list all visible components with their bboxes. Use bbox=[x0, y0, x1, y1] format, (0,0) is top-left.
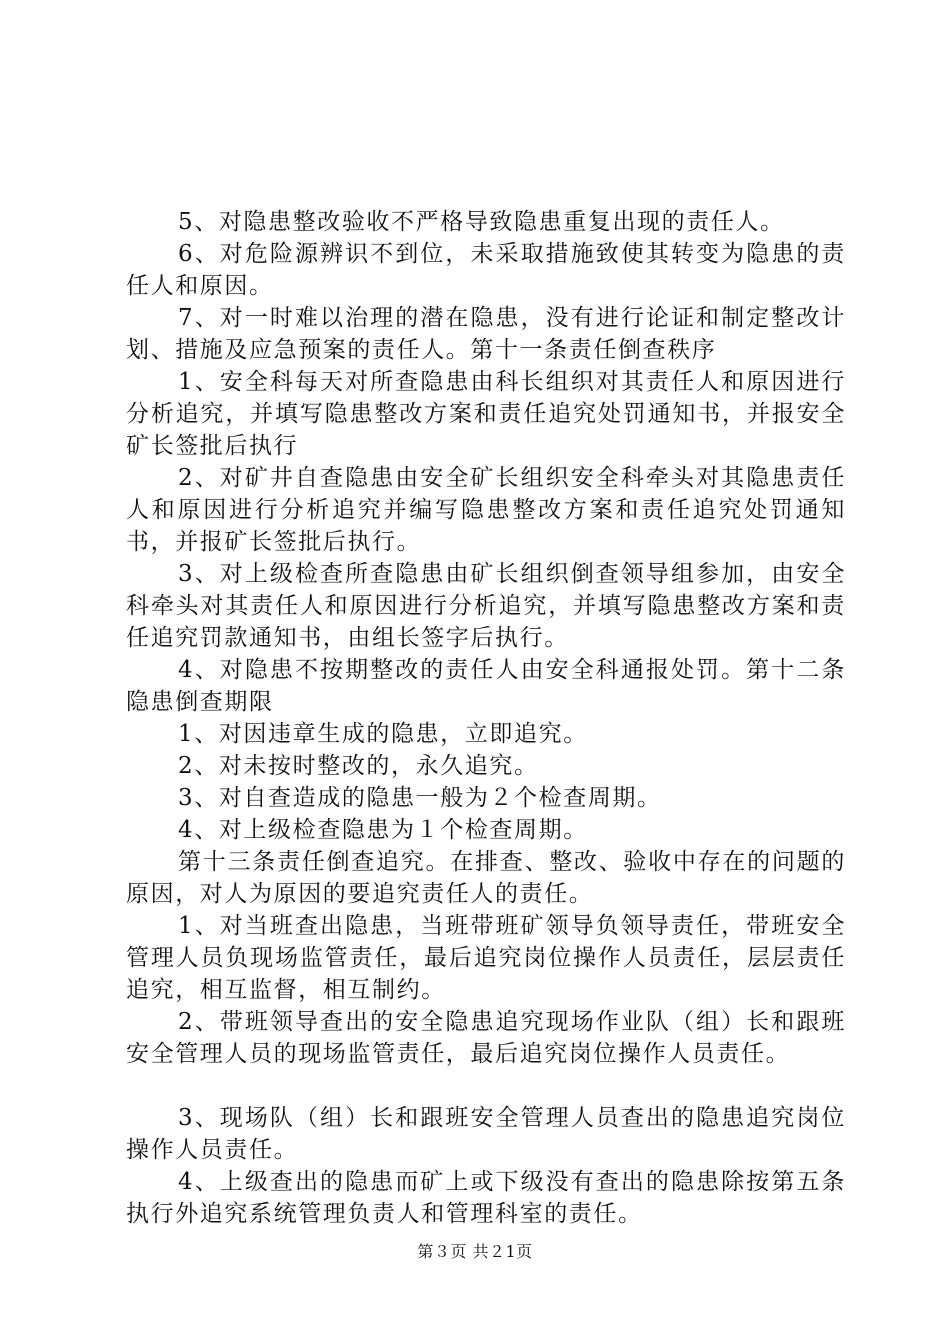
paragraph-accountability-1: 1、对当班查出隐患，当班带班矿领导负领导责任，带班安全管理人员负现场监管责任，最后追究岗位操作人员责任，层层责任追究，相互监督，相互制约。 bbox=[126, 913, 846, 1003]
paragraph-article-13: 第十三条责任倒查追究。在排查、整改、验收中存在的问题的原因，对人为原因的要追究责任人的责任。 bbox=[126, 849, 846, 907]
paragraph-order-3: 3、对上级检查所查隐患由矿长组织倒查领导组参加，由安全科牵头对其责任人和原因进行分析追究，并填写隐患整改方案和责任追究罚款通知书，由组长签字后执行。 bbox=[126, 561, 846, 651]
paragraph-accountability-2: 2、带班领导查出的安全隐患追究现场作业队（组）长和跟班安全管理人员的现场监管责任，最后追究岗位操作人员责任。 bbox=[126, 1009, 846, 1067]
paragraph-order-1: 1、安全科每天对所查隐患由科长组织对其责任人和原因进行分析追究，并填写隐患整改方案和责任追究处罚通知书，并报安全矿长签批后执行 bbox=[126, 369, 846, 459]
paragraph-order-2: 2、对矿井自查隐患由安全矿长组织安全科牵头对其隐患责任人和原因进行分析追究并编写隐患整改方案和责任追究处罚通知书，并报矿长签批后执行。 bbox=[126, 465, 846, 555]
paragraph-order-4-article-12: 4、对隐患不按期整改的责任人由安全科通报处罚。第十二条隐患倒查期限 bbox=[126, 657, 846, 715]
paragraph-period-2: 2、对未按时整改的，永久追究。 bbox=[178, 753, 539, 779]
paragraph-item-6: 6、对危险源辨识不到位，未采取措施致使其转变为隐患的责任人和原因。 bbox=[126, 241, 846, 299]
paragraph-item-5: 5、对隐患整改验收不严格导致隐患重复出现的责任人。 bbox=[178, 209, 785, 235]
document-body bbox=[126, 206, 846, 1230]
paragraph-accountability-3: 3、现场队（组）长和跟班安全管理人员查出的隐患追究岗位操作人员责任。 bbox=[126, 1105, 846, 1163]
paragraph-period-4: 4、对上级检查隐患为１个检查周期。 bbox=[178, 817, 588, 843]
paragraph-accountability-4: 4、上级查出的隐患而矿上或下级没有查出的隐患除按第五条执行外追究系统管理负责人和管理科室的责任。 bbox=[126, 1169, 846, 1227]
page-number-footer: 第３页 共２1页 bbox=[417, 1242, 533, 1261]
paragraph-item-7-article-11: 7、对一时难以治理的潜在隐患，没有进行论证和制定整改计划、措施及应急预案的责任人。第十一条责任倒查秩序 bbox=[126, 305, 846, 363]
paragraph-period-3: 3、对自查造成的隐患一般为２个检查周期。 bbox=[178, 785, 662, 811]
paragraph-period-1: 1、对因违章生成的隐患，立即追究。 bbox=[178, 721, 588, 747]
